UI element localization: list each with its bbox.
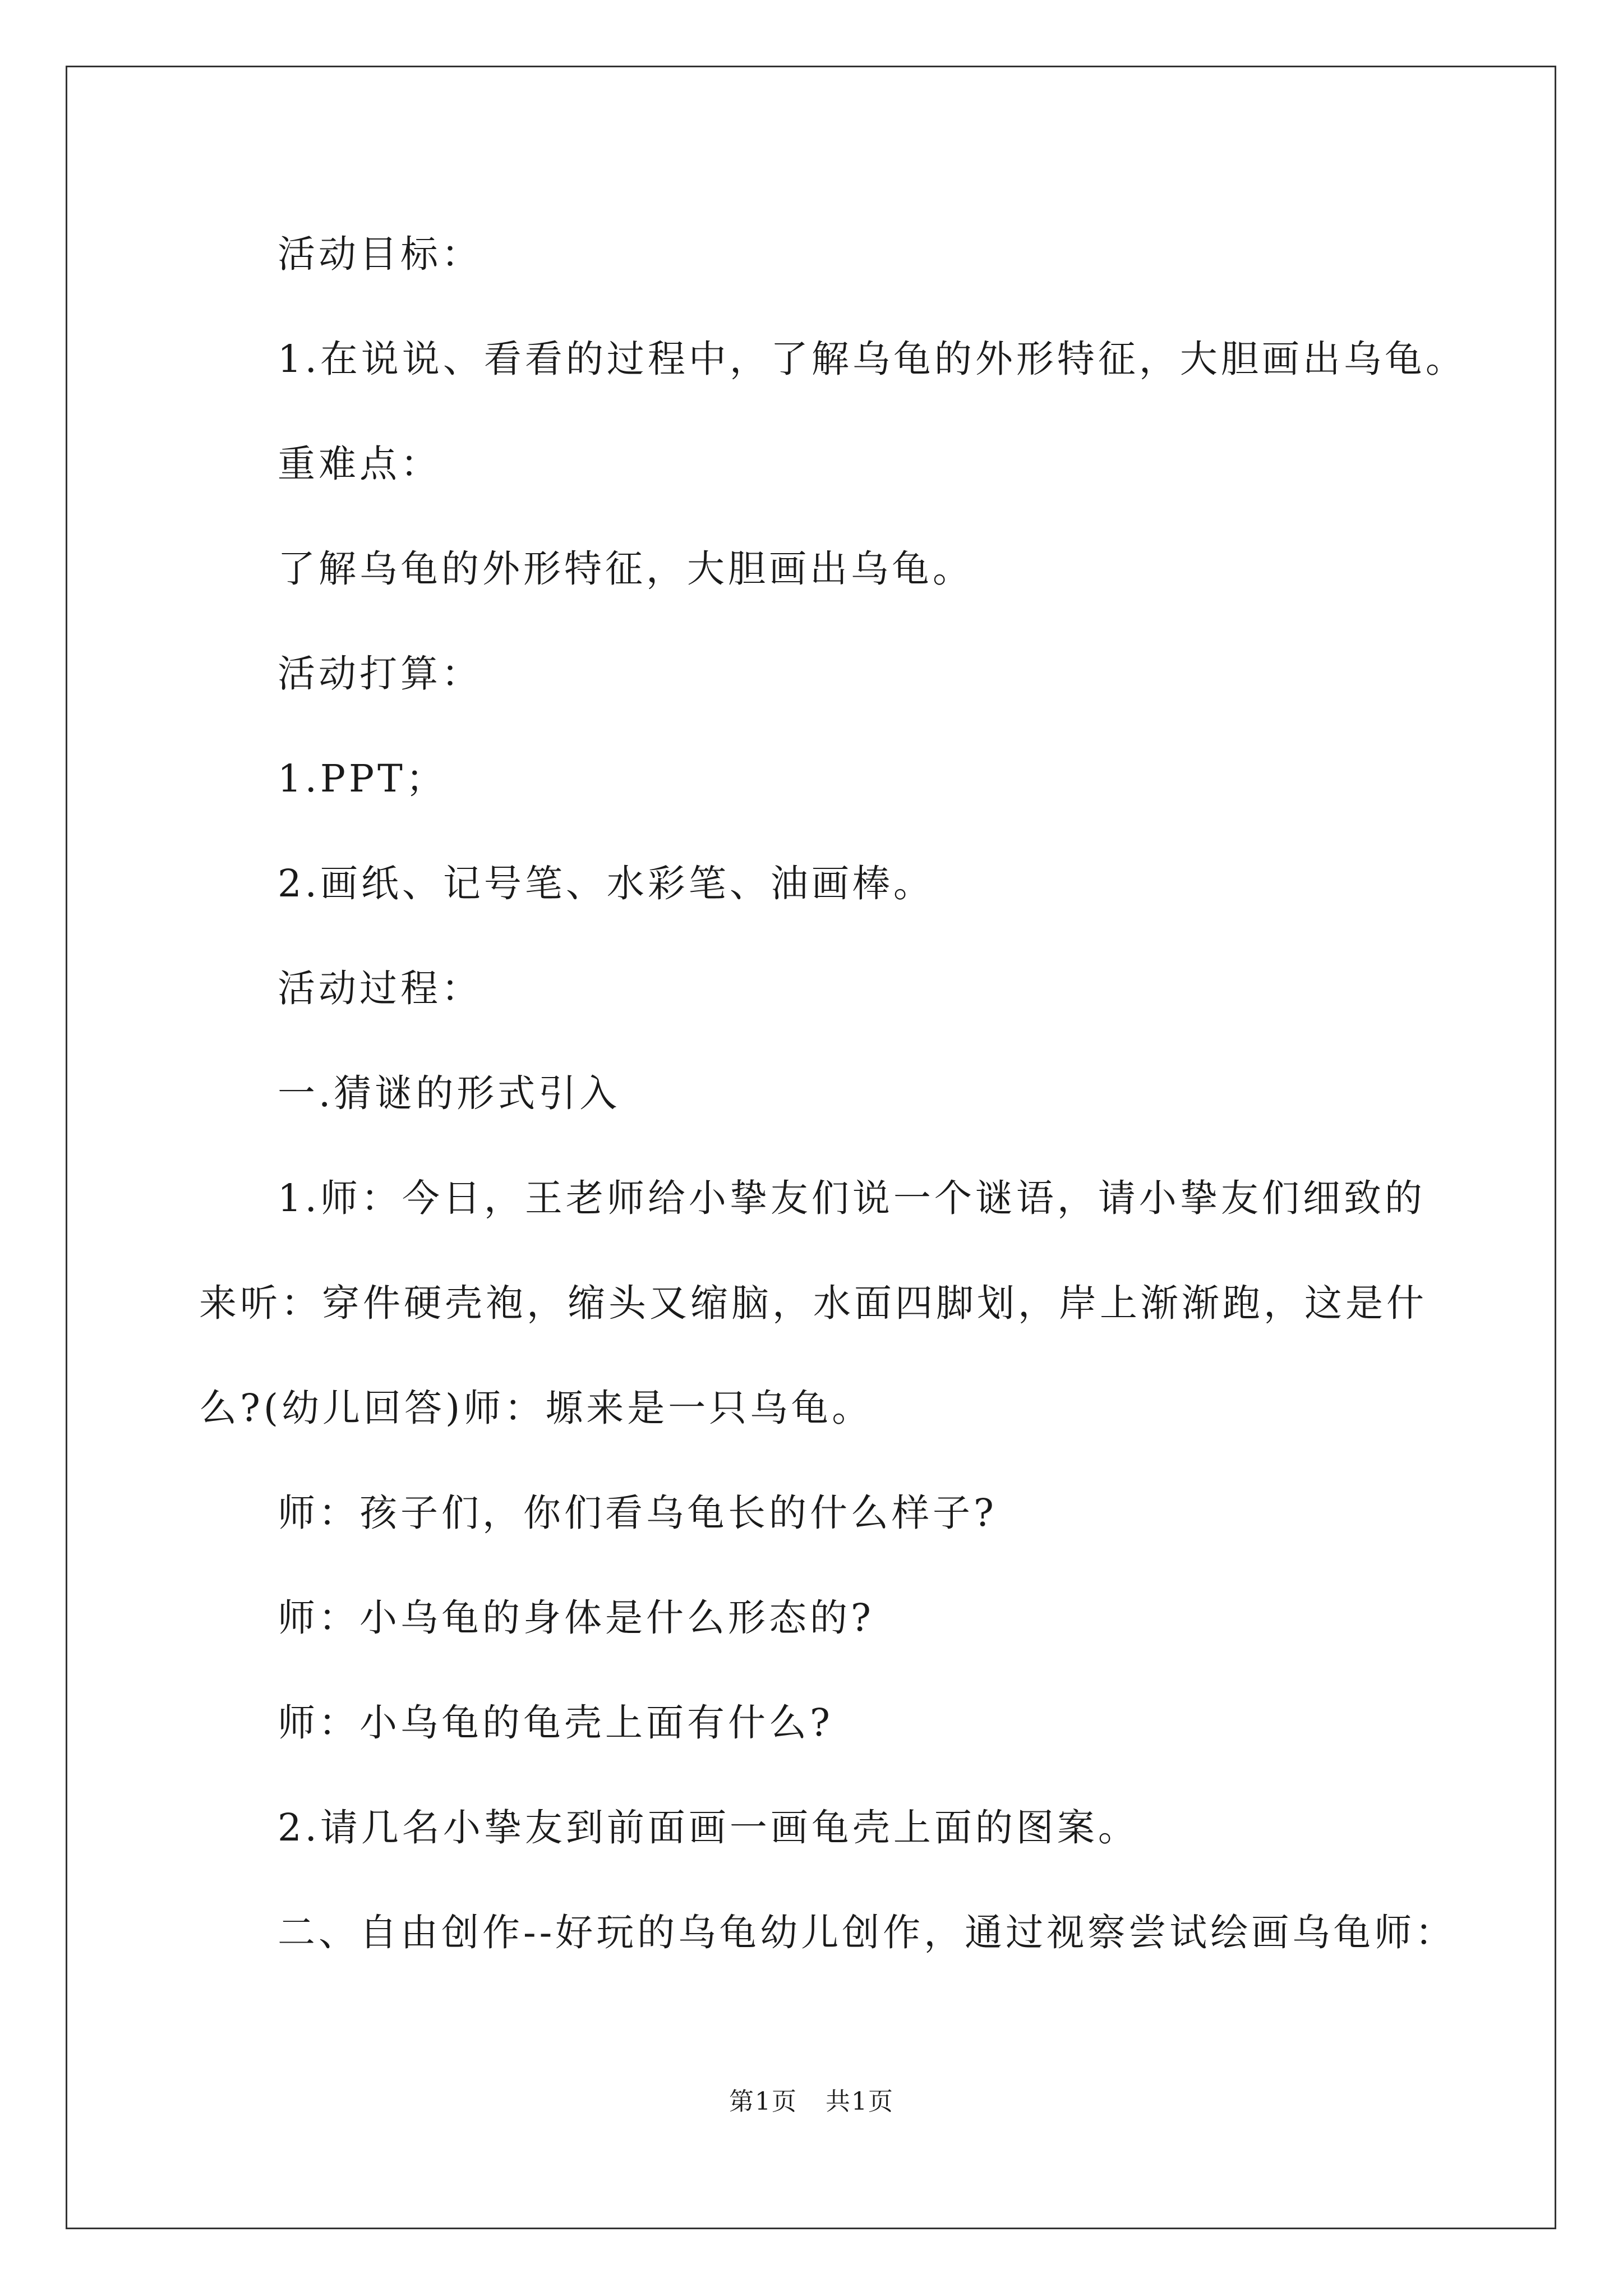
page-total: 共1页 <box>826 2087 894 2116</box>
paragraph: 么?(幼儿回答)师：塬来是一只乌龟。 <box>199 1386 873 1430</box>
page-footer <box>0 2081 1623 2117</box>
paragraph: 来听：穿件硬壳袍，缩头又缩脑，水面四脚划，岸上渐渐跑，这是什 <box>199 1281 1427 1325</box>
paragraph: 活动打算： <box>278 652 482 696</box>
paragraph: 二、自由创作--好玩的乌龟幼儿创作，通过视察尝试绘画乌龟师： <box>278 1911 1456 1954</box>
page-number: 第1页 <box>729 2087 797 2116</box>
paragraph: 了解乌龟的外形特征，大胆画出乌龟。 <box>278 547 974 591</box>
paragraph: 活动过程： <box>278 967 482 1010</box>
paragraph: 活动目标： <box>278 232 482 276</box>
paragraph: 重难点： <box>278 442 441 486</box>
paragraph: 1.师：今日，王老师给小挚友们说一个谜语，请小挚友们细致的 <box>278 1176 1426 1220</box>
paragraph: 2.画纸、记号笔、水彩笔、油画棒。 <box>278 862 934 905</box>
paragraph: 一.猜谜的形式引入 <box>278 1071 621 1115</box>
paragraph: 1.PPT； <box>278 757 447 800</box>
paragraph: 师：小乌龟的龟壳上面有什么? <box>278 1701 833 1745</box>
paragraph: 师：孩子们，你们看乌龟长的什么样子? <box>278 1491 997 1535</box>
paragraph: 2.请几名小挚友到前面画一画龟壳上面的图案。 <box>278 1806 1139 1849</box>
paragraph: 师：小乌龟的身体是什么形态的? <box>278 1596 874 1640</box>
document-body <box>199 202 1467 1985</box>
paragraph: 1.在说说、看看的过程中，了解乌龟的外形特征，大胆画出乌龟。 <box>278 337 1467 381</box>
